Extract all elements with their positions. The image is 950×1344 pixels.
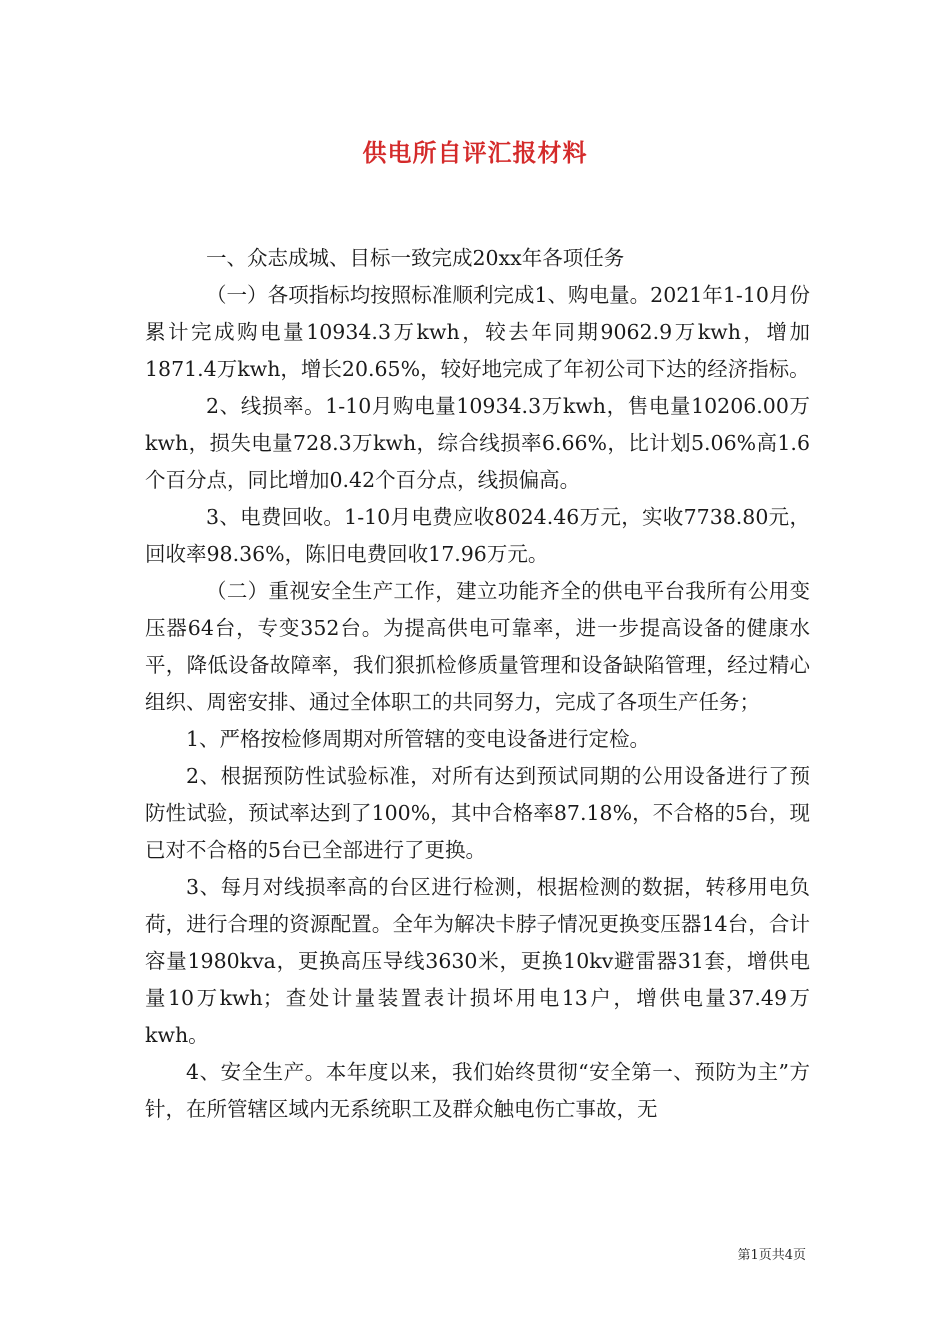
paragraph: 2、线损率。1-10月购电量10934.3万kwh，售电量10206.00万kwh，损失电量728.3万kwh，综合线损率6.66%，比计划5.06%高1.6个百分点，同比增加0.42个百分点，线损偏高。 <box>145 394 810 492</box>
paragraph: 1、严格按检修周期对所管辖的变电设备进行定检。 <box>186 727 651 751</box>
paragraph: （二）重视安全生产工作，建立功能齐全的供电平台我所有公用变压器64台，专变352台。为提高供电可靠率，进一步提高设备的健康水平，降低设备故障率，我们狠抓检修质量管理和设备缺陷管理，经过精心组织、周密安排、通过全体职工的共同努力，完成了各项生产任务； <box>145 579 810 714</box>
page-number: 第1页共4页 <box>737 1248 806 1263</box>
paragraph: 4、安全生产。本年度以来，我们始终贯彻“安全第一、预防为主”方针，在所管辖区域内无系统职工及群众触电伤亡事故，无 <box>145 1060 810 1121</box>
paragraph: 3、每月对线损率高的台区进行检测，根据检测的数据，转移用电负荷，进行合理的资源配置。全年为解决卡脖子情况更换变压器14台，合计容量1980kva，更换高压导线3630米，更换10kv避雷器31套，增供电量10万kwh；查处计量装置表计损坏用电13户，增供电量37.49万kwh。 <box>145 875 810 1047</box>
paragraph: 2、根据预防性试验标准，对所有达到预试同期的公用设备进行了预防性试验，预试率达到了100%，其中合格率87.18%，不合格的5台，现已对不合格的5台已全部进行了更换。 <box>145 764 810 862</box>
document-body <box>145 240 810 1128</box>
paragraph: 3、电费回收。1-10月电费应收8024.46万元，实收7738.80元，回收率98.36%，陈旧电费回收17.96万元。 <box>145 505 810 566</box>
section-heading: 一、众志成城、目标一致完成20xx年各项任务 <box>206 246 625 270</box>
paragraph: （一）各项指标均按照标准顺利完成1、购电量。2021年1-10月份累计完成购电量10934.3万kwh，较去年同期9062.9万kwh，增加1871.4万kwh，增长20.65%，较好地完成了年初公司下达的经济指标。 <box>145 283 810 381</box>
document-title: 供电所自评汇报材料 <box>362 138 588 167</box>
